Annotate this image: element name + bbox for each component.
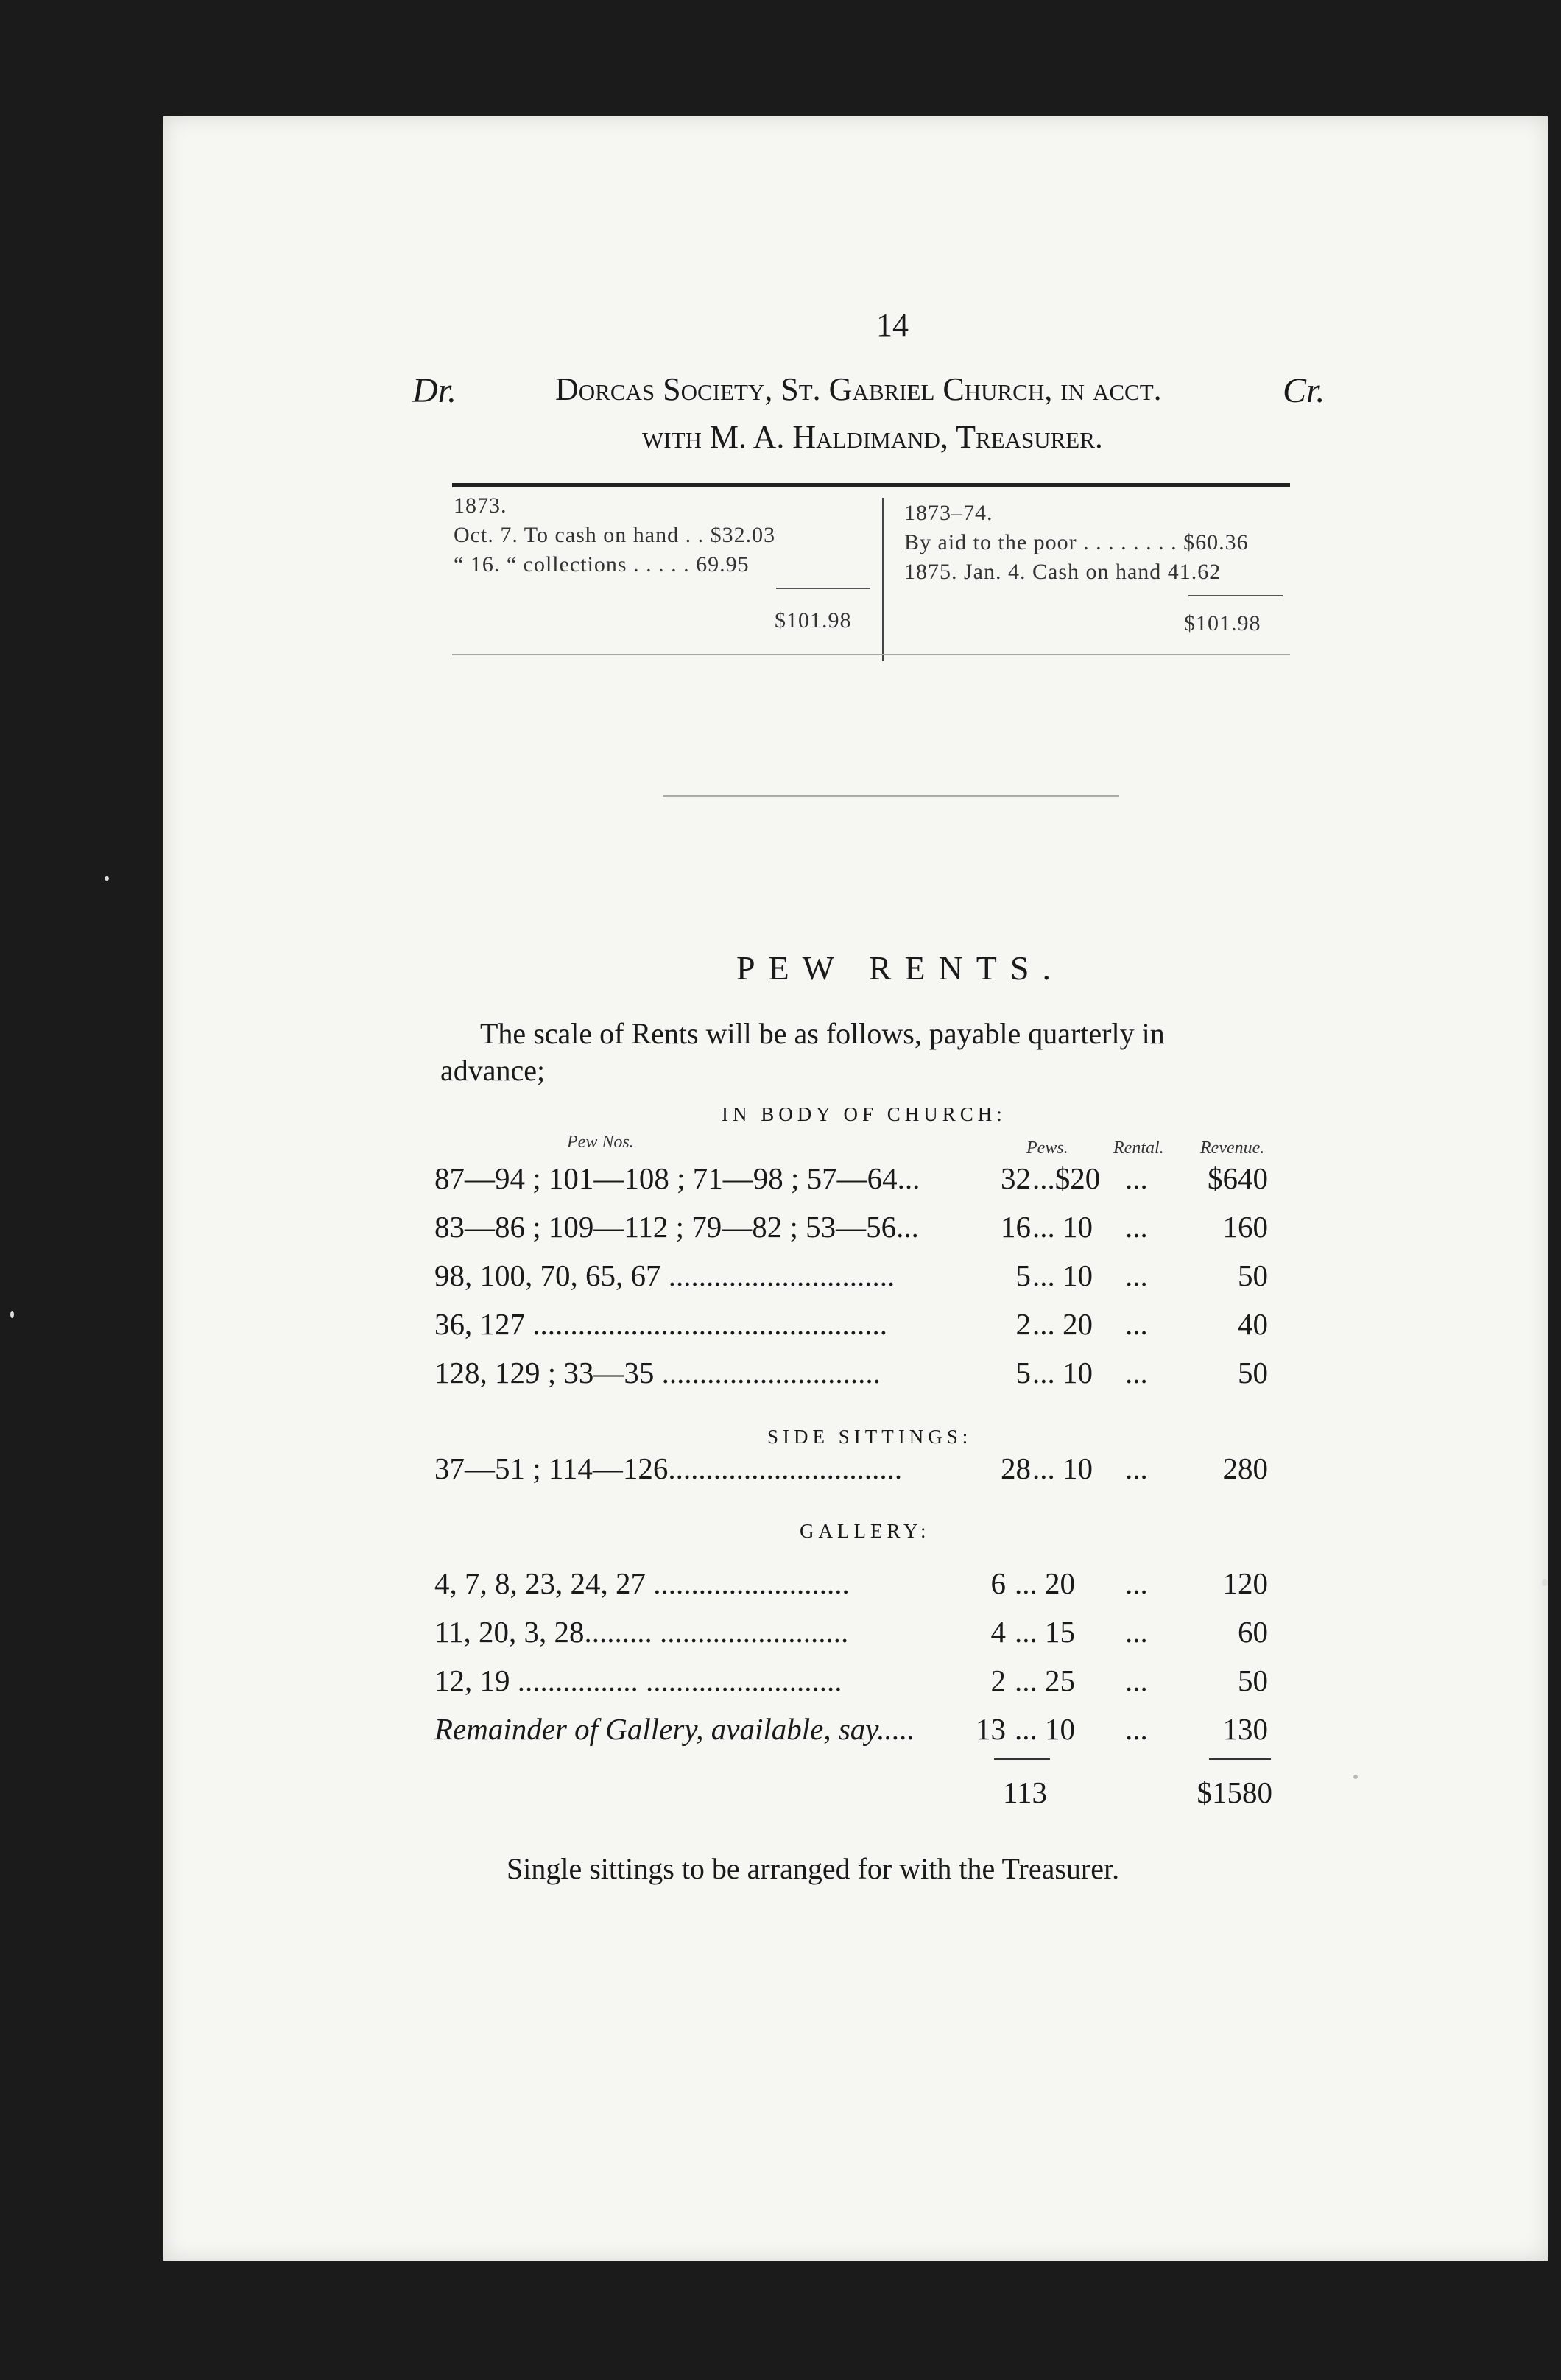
gallery-row-rental: ... 25 (1015, 1663, 1075, 1697)
gallery-row-rental: ... 20 (1015, 1566, 1075, 1600)
body-row-sep: ... (1125, 1161, 1148, 1195)
account-divider (882, 498, 884, 661)
side-row-rental: ... 10 (1032, 1451, 1093, 1485)
body-row-rental: ... 10 (1032, 1258, 1093, 1292)
body-row-sep: ... (1125, 1210, 1148, 1244)
pews-total-rule (994, 1758, 1050, 1760)
gallery-row-sep: ... (1125, 1712, 1148, 1746)
body-row-pews: 5 (1015, 1356, 1031, 1390)
col-revenue: Revenue. (1200, 1138, 1265, 1158)
body-row-pews: 5 (1015, 1258, 1031, 1292)
gallery-row-pews: 6 (990, 1566, 1006, 1600)
body-row-sep: ... (1125, 1356, 1148, 1390)
total-revenue: $1580 (1197, 1775, 1272, 1809)
header-title-line2: with M. A. Haldimand, Treasurer. (642, 419, 1103, 455)
gallery-row-nos: 4, 7, 8, 23, 24, 27 .......................... (434, 1566, 850, 1600)
debit-year: 1873. (454, 493, 507, 518)
body-row-revenue: 50 (1238, 1258, 1268, 1292)
body-row-revenue: 40 (1238, 1307, 1268, 1341)
gallery-row-nos: 11, 20, 3, 28......... ......................... (434, 1615, 849, 1649)
gallery-row-rental: ... 15 (1015, 1615, 1075, 1649)
body-row-nos: 36, 127 ............................................... (434, 1307, 887, 1341)
body-row-rental: ... 20 (1032, 1307, 1093, 1341)
page-number: 14 (876, 307, 909, 343)
body-row-pews: 32 (1001, 1161, 1031, 1195)
intro-line1: The scale of Rents will be as follows, payable quarterly in (480, 1017, 1165, 1050)
side-row-sep: ... (1125, 1451, 1148, 1485)
gallery-row-revenue: 130 (1222, 1712, 1268, 1746)
body-row-nos: 87—94 ; 101—108 ; 71—98 ; 57—64... (434, 1161, 920, 1195)
header-cr: Cr. (1283, 371, 1325, 410)
gallery-row-rental: ... 10 (1015, 1712, 1075, 1746)
gallery-row-sep: ... (1125, 1663, 1148, 1697)
gallery-row-pews: 4 (990, 1615, 1006, 1649)
intro-line2: advance; (440, 1054, 546, 1087)
gallery-row-revenue: 120 (1222, 1566, 1268, 1600)
col-pews: Pews. (1026, 1138, 1068, 1158)
section-divider (663, 795, 1119, 797)
gallery-row-nos: Remainder of Gallery, available, say..... (434, 1712, 915, 1746)
body-row-pews: 16 (1001, 1210, 1031, 1244)
total-pews: 113 (1003, 1775, 1047, 1809)
gallery-row-revenue: 50 (1238, 1663, 1268, 1697)
body-row-pews: 2 (1015, 1307, 1031, 1341)
gallery-row-sep: ... (1125, 1615, 1148, 1649)
header-dr: Dr. (412, 371, 457, 410)
credit-total: $101.98 (1184, 611, 1261, 636)
gallery-row-pews: 2 (990, 1663, 1006, 1697)
footer-note: Single sittings to be arranged for with the Treasurer. (507, 1852, 1120, 1885)
account-bottom-rule (452, 654, 1290, 655)
gallery-row-pews: 13 (976, 1712, 1006, 1746)
speck (105, 876, 109, 881)
header-rule (452, 483, 1290, 487)
gallery-row-revenue: 60 (1238, 1615, 1268, 1649)
body-row-nos: 83—86 ; 109—112 ; 79—82 ; 53—56... (434, 1210, 919, 1244)
debit-sum-rule (776, 588, 870, 589)
body-row-revenue: $640 (1208, 1161, 1268, 1195)
debit-line1: Oct. 7. To cash on hand . . $32.03 (454, 523, 776, 547)
col-rental: Rental. (1113, 1138, 1164, 1158)
speck (1542, 1579, 1548, 1586)
header-title-line1: Dorcas Society, St. Gabriel Church, in acct. (555, 371, 1162, 407)
credit-year: 1873–74. (904, 501, 993, 525)
debit-total: $101.98 (775, 608, 852, 633)
side-row-pews: 28 (1001, 1451, 1031, 1485)
body-row-nos: 128, 129 ; 33—35 ............................. (434, 1356, 881, 1390)
speck (1353, 1775, 1358, 1779)
body-row-nos: 98, 100, 70, 65, 67 .............................. (434, 1258, 895, 1292)
body-row-sep: ... (1125, 1307, 1148, 1341)
document-page (163, 116, 1548, 2261)
debit-line2: “ 16. “ collections . . . . . 69.95 (454, 552, 750, 577)
body-row-rental: ... 10 (1032, 1210, 1093, 1244)
pew-rents-title: PEW RENTS. (736, 949, 1064, 987)
gallery-heading: GALLERY: (800, 1520, 931, 1542)
credit-line1: By aid to the poor . . . . . . . . $60.36 (904, 530, 1249, 554)
body-row-revenue: 160 (1222, 1210, 1268, 1244)
body-row-rental: ...$20 (1032, 1161, 1101, 1195)
gallery-row-nos: 12, 19 ................ .......................... (434, 1663, 842, 1697)
speck (10, 1311, 14, 1318)
body-row-sep: ... (1125, 1258, 1148, 1292)
credit-line2: 1875. Jan. 4. Cash on hand 41.62 (904, 560, 1222, 584)
credit-sum-rule (1188, 595, 1283, 596)
col-pew-nos: Pew Nos. (567, 1133, 634, 1152)
body-row-rental: ... 10 (1032, 1356, 1093, 1390)
side-row-revenue: 280 (1222, 1451, 1268, 1485)
body-row-revenue: 50 (1238, 1356, 1268, 1390)
gallery-row-sep: ... (1125, 1566, 1148, 1600)
side-row-nos: 37—51 ; 114—126............................... (434, 1451, 903, 1485)
body-heading: IN BODY OF CHURCH: (722, 1103, 1007, 1125)
revenue-total-rule (1209, 1758, 1271, 1760)
side-heading: SIDE SITTINGS: (767, 1426, 973, 1448)
